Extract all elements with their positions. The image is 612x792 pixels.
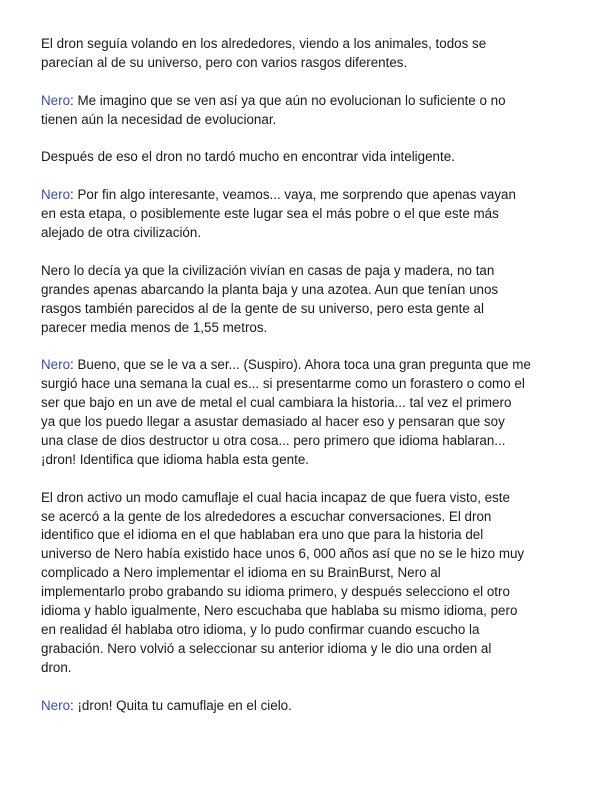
narration-paragraph — [41, 35, 581, 73]
line-text: surgió hace una semana la cual es... si presentarme como un forastero o como el — [41, 376, 525, 392]
text-line — [41, 621, 581, 640]
text-line — [41, 356, 581, 375]
text-line — [41, 413, 581, 432]
line-text: alejado de otra civilización. — [41, 225, 202, 241]
line-text: Nero lo decía ya que la civilización vivían en casas de paja y madera, no tan — [41, 262, 495, 278]
line-text: El dron activo un modo camuflaje el cual hacia incapaz de que fuera visto, este — [41, 489, 510, 505]
dialogue-paragraph — [41, 697, 581, 716]
text-line — [41, 35, 581, 54]
dialogue-paragraph — [41, 92, 581, 130]
text-line — [41, 432, 581, 451]
line-text: ¡dron! Identifica que idioma habla esta gente. — [41, 451, 309, 467]
speaker-name: Nero — [41, 357, 71, 373]
dialogue-paragraph — [41, 186, 581, 243]
dialogue-paragraph — [41, 356, 581, 469]
line-text: tienen aún la necesidad de evolucionar. — [41, 111, 277, 127]
text-line — [41, 262, 581, 281]
line-text: grandes apenas abarcando la planta baja y una azotea. Aun que tenían unos — [41, 281, 499, 297]
text-line — [41, 489, 581, 508]
text-line — [41, 300, 581, 319]
text-line — [41, 526, 581, 545]
text-line — [41, 659, 581, 678]
line-text: en realidad él hablaba otro idioma, y lo pudo confirmar cuando escucho la — [41, 622, 480, 637]
speaker-name: Nero — [41, 697, 71, 713]
text-line — [41, 54, 581, 73]
text-line — [41, 394, 581, 413]
line-text: : ¡dron! Quita tu camuflaje en el cielo. — [70, 697, 292, 713]
speaker-name: Nero — [41, 92, 71, 108]
text-line — [41, 697, 581, 716]
text-line — [41, 583, 581, 602]
document-body — [41, 35, 581, 734]
text-line — [41, 92, 581, 111]
text-line — [41, 564, 581, 583]
speaker-name: Nero — [41, 187, 71, 203]
text-line — [41, 640, 581, 659]
narration-paragraph — [41, 489, 581, 678]
text-line — [41, 281, 581, 300]
line-text: parecían al de su universo, pero con varios rasgos diferentes. — [41, 54, 408, 70]
line-text: grabación. Nero volvió a seleccionar su anterior idioma y le dio una orden al — [41, 640, 492, 656]
text-line — [41, 205, 581, 224]
text-line — [41, 602, 581, 621]
line-text: una clase de dios destructor u otra cosa... pero primero que idioma hablaran... — [41, 432, 506, 448]
text-line — [41, 186, 581, 205]
text-line — [41, 451, 581, 470]
line-text: ser que bajo en un ave de metal el cual cambiara la historia... tal vez el primero — [41, 395, 512, 411]
text-line — [41, 375, 581, 394]
line-text: : Me imagino que se ven así ya que aún no evolucionan lo suficiente o no — [70, 92, 506, 108]
line-text: universo de Nero había existido hace unos 6, 000 años así que no se le hizo muy — [41, 546, 525, 562]
line-text: parecer media menos de 1,55 metros. — [41, 319, 268, 335]
line-text: dron. — [41, 659, 72, 675]
narration-paragraph — [41, 148, 581, 167]
text-line — [41, 508, 581, 527]
line-text: Después de eso el dron no tardó mucho en encontrar vida inteligente. — [41, 149, 455, 165]
line-text: rasgos también parecidos al de la gente de su universo, pero esta gente al — [41, 300, 484, 316]
line-text: en esta etapa, o posiblemente este lugar sea el más pobre o el que este más — [41, 206, 499, 222]
line-text: implementarlo probo grabando su idioma primero, y después selecciono el otro — [41, 584, 510, 600]
text-line — [41, 148, 581, 167]
line-text: : Bueno, que se le va a ser... (Suspiro). Ahora toca una gran pregunta que me — [70, 357, 531, 373]
line-text: El dron seguía volando en los alrededores, viendo a los animales, todos se — [41, 36, 487, 51]
text-line — [41, 224, 581, 243]
text-line — [41, 319, 581, 338]
line-text: idioma y hablo igualmente, Nero escuchaba que hablaba su mismo idioma, pero — [41, 603, 518, 619]
text-line — [41, 545, 581, 564]
narration-paragraph — [41, 262, 581, 338]
line-text: ya que los puedo llegar a asustar demasiado al hacer eso y pensaran que soy — [41, 414, 505, 430]
line-text: identifico que el idioma en el que hablaban era uno que para la historia del — [41, 527, 484, 543]
line-text: se acercó a la gente de los alrededores a escuchar conversaciones. El dron — [41, 508, 492, 524]
line-text: : Por fin algo interesante, veamos... vaya, me sorprendo que apenas vayan — [70, 187, 516, 203]
line-text: complicado a Nero implementar el idioma en su BrainBurst, Nero al — [41, 565, 441, 581]
text-line — [41, 111, 581, 130]
